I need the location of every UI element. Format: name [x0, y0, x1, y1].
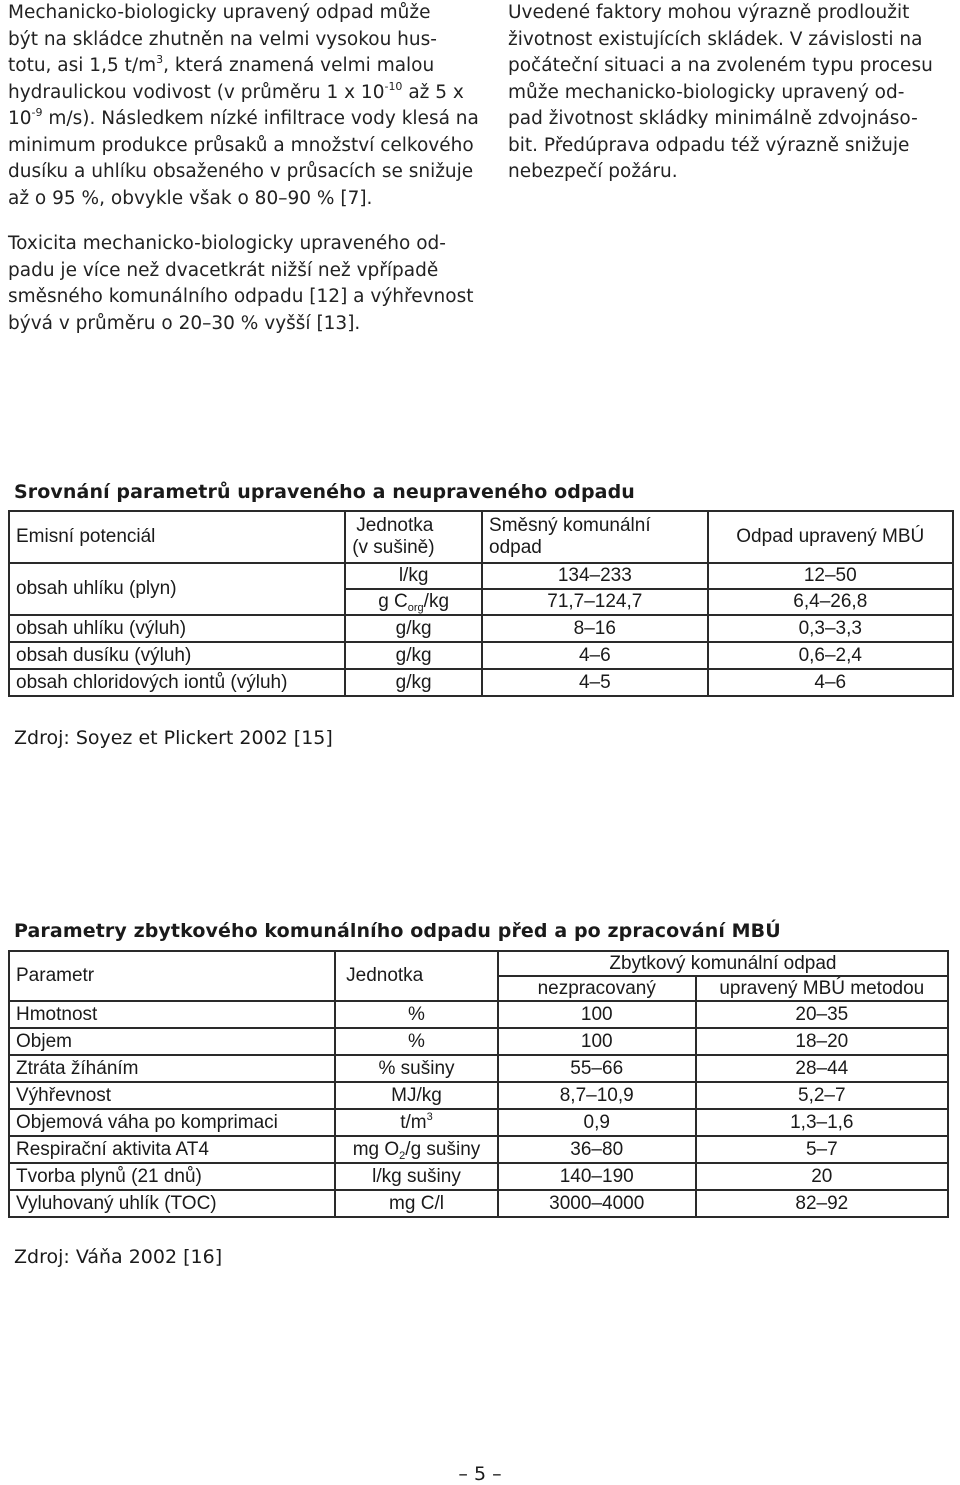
header-line: Směsný komunální: [489, 515, 651, 536]
text-line: padu je více než dvacetkrát nižší než vpřípadě: [8, 259, 439, 281]
paragraph-landfill-lifetime: [508, 0, 952, 186]
header-text: Jednotka: [346, 965, 424, 986]
unit-cell: g/kg: [345, 615, 482, 642]
unit-cell: [345, 589, 482, 615]
header-cell: upravený MBÚ metodou: [696, 976, 948, 1001]
text-line: bit. Předúprava odpadu též výrazně snižuje: [508, 134, 910, 156]
param-cell: Objemová váha po komprimaci: [9, 1109, 335, 1136]
text-line: životnost existujících skládek. V závislosti na: [508, 28, 923, 50]
text-line: dusíku a uhlíku obsaženého v průsacích se snižuje: [8, 161, 474, 182]
text-run: hydraulickou vodivost (v průměru 1 x 10: [8, 81, 385, 103]
value-cell: 8,7–10,9: [498, 1082, 696, 1109]
unit-text: /kg: [423, 591, 450, 612]
text-line: bývá v průměru o 20–30 % vyšší [13].: [8, 312, 361, 334]
table-row: [9, 1001, 948, 1028]
table-header-row: [9, 951, 948, 976]
param-cell: obsah dusíku (výluh): [9, 642, 345, 669]
param-cell: Výhřevnost: [9, 1082, 335, 1109]
header-cell: [335, 951, 498, 1001]
value-cell: 134–233: [482, 563, 708, 589]
text-line: Toxicita mechanicko-biologicky upraveného od-: [8, 233, 446, 254]
param-cell: obsah uhlíku (výluh): [9, 615, 345, 642]
value-cell: 0,6–2,4: [708, 642, 953, 669]
superscript: -10: [384, 79, 403, 93]
comparison-table: [8, 510, 954, 697]
param-cell: Vyluhovaný uhlík (TOC): [9, 1190, 335, 1217]
table-row: [9, 1028, 948, 1055]
header-line: (v sušině): [352, 537, 435, 558]
parameters-table: [8, 950, 949, 1218]
text-line: Uvedené faktory mohou výrazně prodloužit: [508, 2, 910, 23]
unit-cell: [335, 1109, 498, 1136]
unit-text: /g sušiny: [405, 1138, 481, 1160]
text-line: až o 95 %, obvykle však o 80–90 % [7].: [8, 187, 373, 209]
text-run: 10: [8, 108, 32, 129]
text-run: až 5 x: [402, 81, 464, 103]
value-cell: 6,4–26,8: [708, 589, 953, 615]
header-group-cell: Zbytkový komunální odpad: [498, 951, 948, 976]
param-cell: Objem: [9, 1028, 335, 1055]
header-cell: Parametr: [9, 951, 335, 1001]
value-cell: 55–66: [498, 1055, 696, 1082]
value-cell: 0,3–3,3: [708, 615, 953, 642]
header-cell: [482, 511, 708, 563]
unit-cell: [335, 1136, 498, 1163]
text-line: směsného komunálního odpadu [12] a výhřevnost: [8, 286, 474, 307]
unit-text: g C: [378, 591, 408, 612]
param-cell: Ztráta žíháním: [9, 1055, 335, 1082]
value-cell: 36–80: [498, 1136, 696, 1163]
param-cell: Respirační aktivita AT4: [9, 1136, 335, 1163]
header-cell: nezpracovaný: [498, 976, 696, 1001]
table-row: [9, 1109, 948, 1136]
text-line: [8, 79, 464, 107]
param-cell: Tvorba plynů (21 dnů): [9, 1163, 335, 1190]
value-cell: 20: [696, 1163, 948, 1190]
param-cell: obsah uhlíku (plyn): [9, 563, 345, 615]
page-number: – 5 –: [458, 1463, 502, 1485]
header-line: odpad: [489, 537, 542, 558]
value-cell: 3000–4000: [498, 1190, 696, 1217]
text-line: [8, 53, 456, 80]
text-line: minimum produkce průsaků a množství celkového: [8, 134, 474, 156]
text-line: Mechanicko-biologicky upravený odpad může: [8, 2, 431, 23]
value-cell: 20–35: [696, 1001, 948, 1028]
table-row: [9, 642, 953, 669]
value-cell: 100: [498, 1028, 696, 1055]
value-cell: 82–92: [696, 1190, 948, 1217]
table-row: [9, 1163, 948, 1190]
text-run: m/s). Následkem nízké infiltrace vody klesá na: [42, 108, 479, 129]
text-run: totu, asi 1,5 t/m: [8, 55, 157, 76]
text-run: , která znamená velmi malou: [163, 55, 435, 76]
value-cell: 0,9: [498, 1109, 696, 1136]
table-source: Zdroj: Soyez et Plickert 2002 [15]: [14, 727, 333, 749]
unit-cell: % sušiny: [335, 1055, 498, 1082]
value-cell: 1,3–1,6: [696, 1109, 948, 1136]
superscript: 3: [426, 1110, 433, 1123]
unit-cell: MJ/kg: [335, 1082, 498, 1109]
unit-cell: g/kg: [345, 642, 482, 669]
unit-cell: l/kg: [345, 563, 482, 589]
header-cell: Emisní potenciál: [9, 511, 345, 563]
value-cell: 5,2–7: [696, 1082, 948, 1109]
param-cell: Hmotnost: [9, 1001, 335, 1028]
text-line: [8, 106, 479, 133]
table-row: [9, 1082, 948, 1109]
header-cell: [345, 511, 482, 563]
value-cell: 28–44: [696, 1055, 948, 1082]
unit-cell: g/kg: [345, 669, 482, 696]
table-source: Zdroj: Váňa 2002 [16]: [14, 1246, 223, 1268]
value-cell: 100: [498, 1001, 696, 1028]
table-row: [9, 1055, 948, 1082]
table-header-row: [9, 511, 953, 563]
table-row: [9, 1136, 948, 1163]
unit-cell: mg C/l: [335, 1190, 498, 1217]
paragraph-toxicity: [8, 231, 474, 337]
table-row: [9, 1190, 948, 1217]
table-row: [9, 669, 953, 696]
subscript: org: [407, 602, 424, 614]
value-cell: 4–6: [482, 642, 708, 669]
header-line: Jednotka: [356, 515, 434, 536]
unit-text: mg O: [352, 1138, 400, 1160]
value-cell: 140–190: [498, 1163, 696, 1190]
table-title: Parametry zbytkového komunálního odpadu před a po zpracování MBÚ: [14, 920, 781, 942]
unit-cell: %: [335, 1028, 498, 1055]
table-title: Srovnání parametrů upraveného a neupraveného odpadu: [14, 481, 635, 503]
value-cell: 12–50: [708, 563, 953, 589]
text-line: být na skládce zhutněn na velmi vysokou hus-: [8, 28, 437, 50]
text-line: nebezpečí požáru.: [508, 161, 678, 182]
unit-cell: %: [335, 1001, 498, 1028]
value-cell: 4–6: [708, 669, 953, 696]
table-row: [9, 563, 953, 589]
text-line: může mechanicko-biologicky upravený od-: [508, 81, 905, 103]
subscript: 2: [399, 1149, 406, 1162]
header-cell: Odpad upravený MBÚ: [708, 511, 953, 563]
unit-cell: l/kg sušiny: [335, 1163, 498, 1190]
unit-text: t/m: [400, 1111, 427, 1133]
value-cell: 8–16: [482, 615, 708, 642]
text-line: pad životnost skládky minimálně zdvojnáso-: [508, 108, 918, 129]
param-cell: obsah chloridových iontů (výluh): [9, 669, 345, 696]
value-cell: 71,7–124,7: [482, 589, 708, 615]
value-cell: 5–7: [696, 1136, 948, 1163]
superscript: -9: [31, 106, 43, 119]
table-row: [9, 615, 953, 642]
paragraph-landfill-compaction: [8, 0, 479, 212]
superscript: 3: [156, 53, 164, 66]
text-line: počáteční situaci a na zvoleném typu procesu: [508, 55, 933, 76]
value-cell: 4–5: [482, 669, 708, 696]
value-cell: 18–20: [696, 1028, 948, 1055]
